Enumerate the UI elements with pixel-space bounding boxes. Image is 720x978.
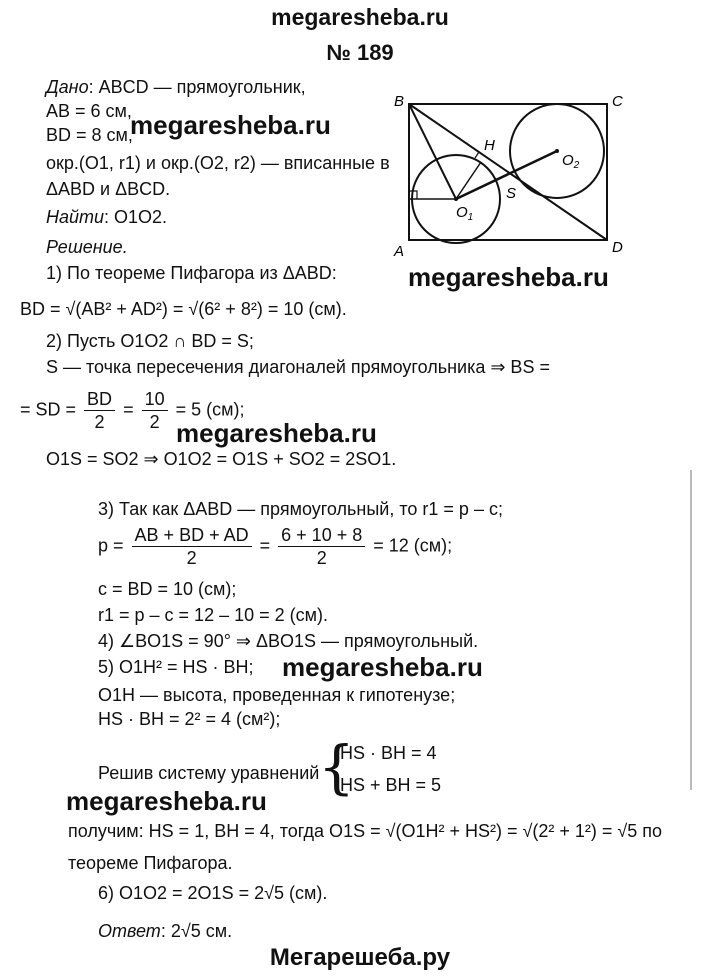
step-2-line-d: O1S = SO2 ⇒ O1O2 = O1S + SO2 = 2SO1. [46, 449, 397, 469]
step-1: 1) По теореме Пифагора из ΔABD: [46, 263, 337, 283]
system-intro: Решив систему уравнений [98, 763, 320, 783]
step-2-line-c: = SD = $\frac{BD}{2}$ = $\frac{10}{2}$ = 5 (см); [20, 389, 245, 432]
watermark-4: megaresheba.ru [282, 652, 483, 682]
step-6: 6) O1O2 = 2O1S = 2√5 (см). [98, 883, 328, 903]
answer-line: Ответ: 2√5 см. [98, 921, 233, 941]
step-2: 2) Пусть O1O2 ∩ BD = S; [46, 331, 254, 351]
step-3-r: r1 = p – c = 12 – 10 = 2 (см). [98, 605, 329, 625]
step-3-p: p = $\frac{AB + BD + AD}{2}$ = $\frac{6 + 10 + 8}{2}$ = 12 (см); [98, 525, 453, 568]
geometry-figure [390, 88, 640, 263]
diagonal-bd [409, 104, 607, 240]
given-line-5: ΔABD и ΔBCD. [46, 179, 171, 199]
label-b: B [394, 93, 405, 110]
site-header: megaresheba.ru [271, 4, 449, 30]
step-2-line-b: S — точка пересечения диагоналей прямоугольника ⇒ BS = [46, 357, 550, 377]
result-line-2: теореме Пифагора. [68, 853, 233, 873]
given-line-3: BD = 8 см, [46, 125, 133, 145]
fraction-10-2: $\frac{10}{2}$ [142, 388, 168, 433]
fraction-values: $\frac{6 + 10 + 8}{2}$ [278, 524, 365, 569]
step-4: 4) ∠BO1S = 90° ⇒ ΔBO1S — прямоугольный. [98, 631, 479, 651]
given-line-2: AB = 6 см, [46, 101, 132, 121]
label-o2: $O_2$ [562, 152, 580, 171]
page-edge-mark [690, 470, 692, 790]
fraction-bd-2: $\frac{BD}{2}$ [84, 388, 115, 433]
given-line-4: окр.(O1, r1) и окр.(O2, r2) — вписанные в [46, 153, 390, 173]
system-eq-2: HS + BH = 5 [340, 775, 442, 795]
fraction-perimeter: $\frac{AB + BD + AD}{2}$ [132, 524, 252, 569]
watermark-1: megaresheba.ru [130, 110, 331, 140]
step-1-equation: BD = √(AB² + AD²) = √(6² + 8²) = 10 (см). [20, 299, 347, 319]
label-h: H [484, 137, 495, 154]
label-o1: $O_1$ [456, 204, 474, 223]
step-5-b: O1H — высота, проведенная к гипотенузе; [98, 685, 456, 705]
step-5-c: HS · BH = 2² = 4 (см²); [98, 709, 281, 729]
watermark-5: megaresheba.ru [66, 786, 267, 816]
problem-number: № 189 [326, 40, 394, 65]
system-eq-1: HS · BH = 4 [340, 743, 437, 763]
step-3-c: c = BD = 10 (см); [98, 579, 237, 599]
label-a: A [394, 243, 405, 260]
solution-heading: Решение. [46, 237, 128, 257]
site-footer: Мегарешеба.ру [269, 944, 451, 971]
label-c: C [612, 93, 623, 110]
label-d: D [612, 239, 623, 256]
step-3: 3) Так как ΔABD — прямоугольный, то r1 = p – c; [98, 499, 503, 519]
point-o2 [555, 149, 559, 153]
step-5: 5) O1H² = HS · BH; [98, 657, 254, 677]
segment-b-o1 [409, 104, 456, 199]
point-o1 [454, 197, 458, 201]
system-brace: { [318, 733, 355, 801]
watermark-3: megaresheba.ru [176, 418, 377, 448]
result-line: получим: HS = 1, BH = 4, тогда O1S = √(O1H² + HS²) = √(2² + 1²) = √5 по [68, 821, 663, 841]
find-line: Найти: O1O2. [46, 207, 168, 227]
given-line-1: Дано: ABCD — прямоугольник, [46, 77, 306, 97]
watermark-2: megaresheba.ru [408, 262, 609, 292]
label-s: S [506, 185, 517, 202]
